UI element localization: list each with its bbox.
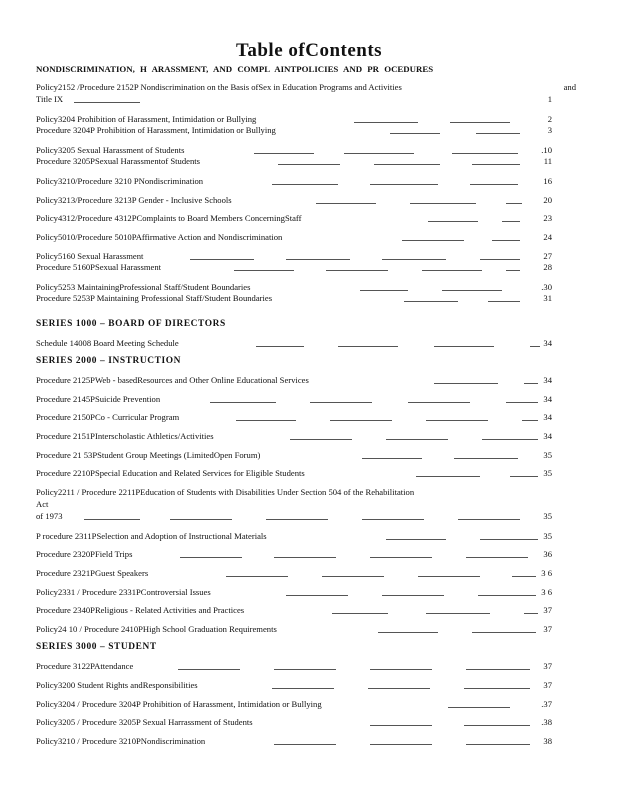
series-heading-text: SERIES 3000 – STUDENT [36,642,157,652]
toc-entry-text: Procedure 2150PCo - Curricular Program [36,412,180,422]
toc-entry-text: Policy3205 Sexual Harassment of Students [36,145,185,155]
toc-entry-text: Policy3213/Procedure 3213P Gender - Inclusive Schools [36,195,232,205]
toc-entry-text: Policy3204 / Procedure 3204P Prohibition of Harassment, Intimidation or Bullying [36,699,322,709]
toc-entry-page: 31 [543,293,552,303]
toc-entry-text: Procedure 5160PSexual Harassment [36,262,162,272]
toc-entry-page: 3 6 [541,587,552,597]
toc-entry-page: 23 [543,213,552,223]
toc-entry-text: Procedure 3122PAttendance [36,661,134,671]
toc-entry-page: 35 [543,468,552,478]
toc-entry-page: 34 [543,375,552,385]
toc-entry-text: Policy3205 / Procedure 3205P Sexual Harrassment of Students [36,717,253,727]
toc-entry-text: Policy4312/Procedure 4312PComplaints to Board Members ConcerningStaff [36,213,302,223]
toc-entry-text: Policy3210 / Procedure 3210PNondiscrimination [36,736,206,746]
toc-entry-page: .10 [541,145,552,155]
toc-entry-page: .30 [541,282,552,292]
toc-entry-text: Procedure 2321PGuest Speakers [36,568,149,578]
toc-entry-page: 24 [543,232,552,242]
toc-entry-page: 37 [543,605,552,615]
toc-entry-text: Act [36,499,49,509]
toc-entry-text: Procedure 2145PSuicide Prevention [36,394,161,404]
toc-entry-page: 3 [547,125,552,135]
toc-entry-text: Procedure 2210PSpecial Education and Related Services for Eligible Students [36,468,305,478]
toc-entry-page: 1 [547,94,552,104]
toc-entry-page: 3 6 [541,568,552,578]
page-title: Table ofContents [235,40,383,61]
toc-entry-text: P rocedure 2311PSelection and Adoption of Instructional Materials [36,531,267,541]
toc-entry-text: Procedure 2151PInterscholastic Athletics/Activities [36,431,214,441]
toc-entry-text: Policy24 10 / Procedure 2410PHigh School Graduation Requirements [36,624,277,634]
toc-entry-page: 16 [543,176,552,186]
toc-entry-text: Procedure 2320PField Trips [36,549,133,559]
toc-entry-page: 37 [543,680,552,690]
toc-entry-and: and [563,82,576,92]
toc-entry-page: 11 [543,156,552,166]
toc-entry-page: 34 [543,394,552,404]
toc-entry-text: Policy5253 MaintainingProfessional Staff/Student Boundaries [36,282,251,292]
toc-entry-page: 34 [543,412,552,422]
toc-entry-text: Policy2211 / Procedure 2211PEducation of Students with Disabilities Under Section 504 of the Rehabilitation [36,487,415,497]
toc-entry-text: Policy5160 Sexual Harassment [36,251,144,261]
toc-entry-text: Procedure 21 53PStudent Group Meetings (LimitedOpen Forum) [36,450,261,460]
toc-entry-text: Policy2152 /Procedure 2152P Nondiscrimination on the Basis ofSex in Education Programs and Activities [36,82,402,92]
toc-entry-text: Procedure 5253P Maintaining Professional Staff/Student Boundaries [36,293,273,303]
toc-entry-text: Procedure 2125PWeb - basedResources and Other Online Educational Services [36,375,309,385]
toc-entry-page: 34 [543,338,552,348]
toc-entry-text: Procedure 3205PSexual Harassmentof Students [36,156,200,166]
toc-entry-page: 35 [543,531,552,541]
series-heading-text: SERIES 1000 – BOARD OF DIRECTORS [36,319,226,329]
toc-entry-page: 2 [547,114,552,124]
toc-entry-page: 34 [543,431,552,441]
toc-entry-page: 27 [543,251,552,261]
toc-entry-page: 28 [543,262,552,272]
toc-entry-page: 37 [543,624,552,634]
series-heading-text: SERIES 2000 – INSTRUCTION [36,356,181,366]
toc-entry-text: Schedule 14008 Board Meeting Schedule [36,338,179,348]
toc-entry-page: 20 [543,195,552,205]
toc-entry-page: 35 [543,450,552,460]
toc-entry-page: .38 [541,717,552,727]
toc-entry-text: Procedure 2340PReligious - Related Activities and Practices [36,605,245,615]
toc-entry-page: 38 [543,736,552,746]
toc-entry-text: Policy3204 Prohibition of Harassment, Intimidation or Bullying [36,114,257,124]
toc-entry-page: 35 [543,511,552,521]
toc-entry-page: 37 [543,661,552,671]
toc-entry-text: Title IX [36,94,64,104]
toc-entry-text: Policy2331 / Procedure 2331PControversial Issues [36,587,211,597]
toc-entry-text: Procedure 3204P Prohibition of Harassment, Intimidation or Bullying [36,125,276,135]
toc-entry-text: of 1973 [36,511,63,521]
toc-entry-text: Policy3210/Procedure 3210 PNondiscrimination [36,176,204,186]
toc-entry-page: .37 [541,699,552,709]
toc-entry-text: Policy5010/Procedure 5010PAffirmative Action and Nondiscrimination [36,232,283,242]
toc-entry-text: Policy3200 Student Rights andResponsibilities [36,680,198,690]
section-header-text: NONDISCRIMINATION, H ARASSMENT, AND COMPL AINTPOLICIES AND PR OCEDURES [36,64,434,74]
toc-entry-page: 36 [543,549,552,559]
